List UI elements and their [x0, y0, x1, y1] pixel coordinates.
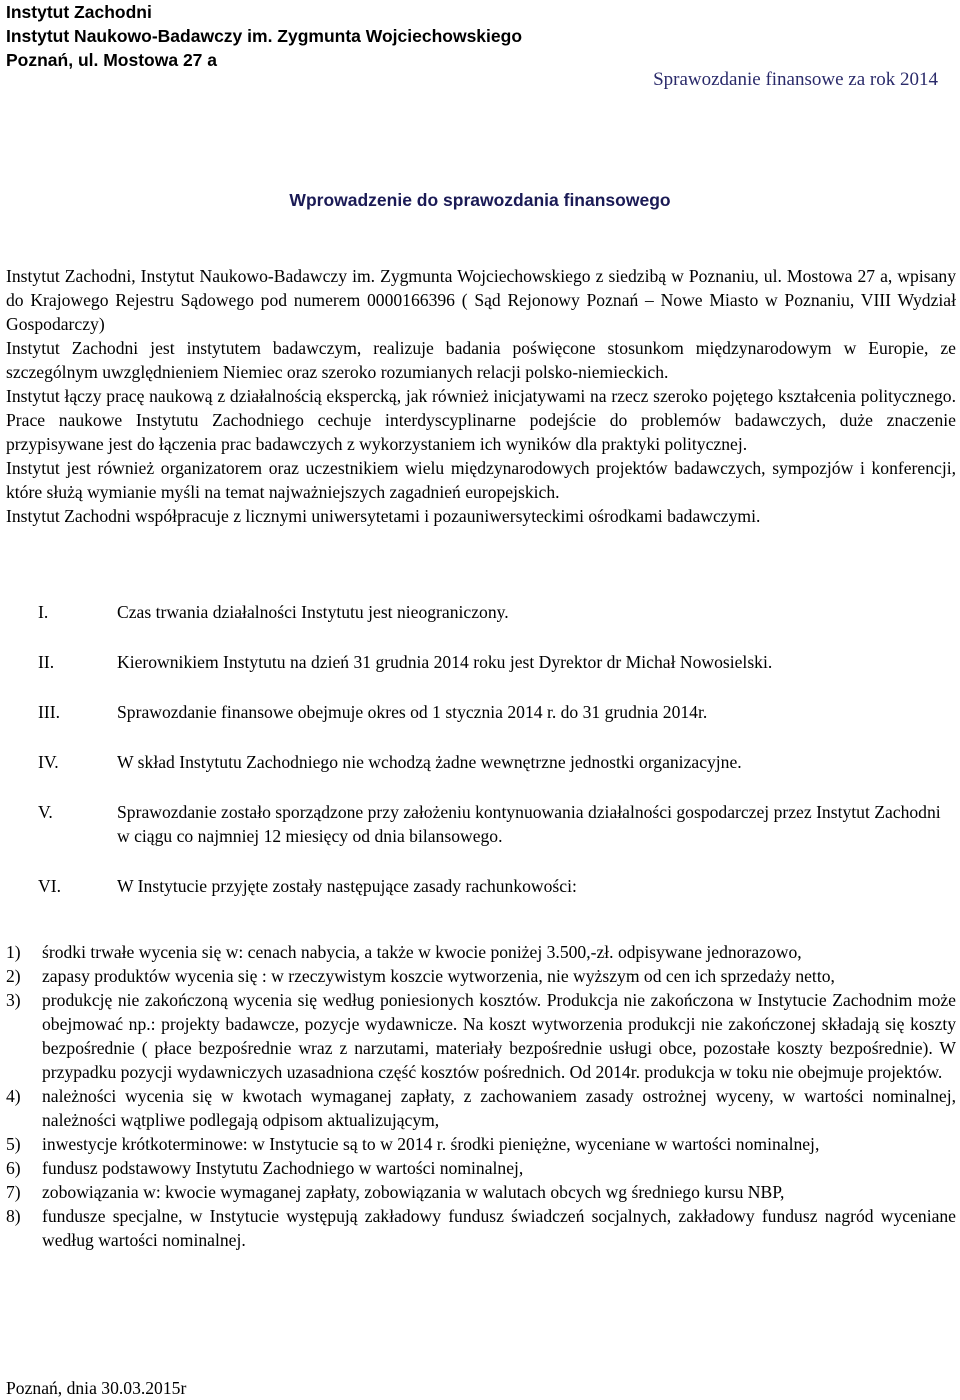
roman-list-number: IV.: [38, 752, 59, 772]
policy-text: inwestycje krótkoterminowe: w Instytucie są to w 2014 r. środki pieniężne, wyceniane w wartości nominalnej,: [42, 1134, 820, 1154]
policy-item: [6, 988, 956, 1084]
roman-list-item: [38, 700, 956, 724]
policy-number: 8): [6, 1206, 21, 1226]
intro-paragraph: Instytut Zachodni jest instytutem badawczym, realizuje badania poświęcone stosunkom międzynarodowym w Europie, ze szczególnym uwzględnieniem Niemiec oraz szeroko rozumianych relacji polsko-niemieckich.: [6, 338, 956, 382]
institution-header: [6, 0, 522, 72]
policy-number: 2): [6, 966, 21, 986]
roman-list-number: III.: [38, 702, 60, 722]
roman-list: [38, 600, 956, 924]
policy-number: 6): [6, 1158, 21, 1178]
roman-list-item: [38, 750, 956, 774]
policy-text: środki trwałe wycenia się w: cenach nabycia, a także w kwocie poniżej 3.500,-zł. odpisywane jednorazowo,: [42, 942, 802, 962]
roman-list-number: I.: [38, 602, 49, 622]
intro-paragraph: Instytut łączy pracę naukową z działalnością ekspercką, jak również inicjatywami na rzecz szeroko pojętego kształcenia politycznego. Prace naukowe Instytutu Zachodniego cechuje interdyscyplinarne podejście do problemów badawczych, duże znaczenie przypisywane jest do łączenia prac badawczych z wykorzystaniem ich wyników dla praktyki politycznej.: [6, 386, 956, 454]
section-title: Wprowadzenie do sprawozdania finansowego: [289, 190, 671, 210]
policy-item: [6, 1204, 956, 1252]
roman-list-text: W Instytucie przyjęte zostały następujące zasady rachunkowości:: [117, 876, 577, 896]
roman-list-text: W skład Instytutu Zachodniego nie wchodzą żadne wewnętrzne jednostki organizacyjne.: [117, 752, 742, 772]
policy-text: fundusz podstawowy Instytutu Zachodniego w wartości nominalnej,: [42, 1158, 524, 1178]
policy-item: [6, 1180, 956, 1204]
roman-list-number: V.: [38, 802, 53, 822]
report-title: Sprawozdanie finansowe za rok 2014: [653, 69, 938, 90]
policy-text: fundusze specjalne, w Instytucie występują zakładowy fundusz świadczeń socjalnych, zakładowy fundusz nagród wyceniane według wartości nominalnej.: [42, 1206, 956, 1250]
accounting-policies-list: [6, 940, 956, 1252]
policy-number: 7): [6, 1182, 21, 1202]
policy-text: należności wycenia się w kwotach wymaganej zapłaty, z zachowaniem zasady ostrożnej wyceny, w wartości nominalnej, należności wątpliwe podlegają odpisom aktualizującym,: [42, 1086, 956, 1130]
policy-item: [6, 1084, 956, 1132]
header-line-name: Instytut Zachodni: [6, 2, 152, 22]
footer-date: Poznań, dnia 30.03.2015r: [6, 1378, 187, 1398]
header-line-full-name: Instytut Naukowo-Badawczy im. Zygmunta Wojciechowskiego: [6, 26, 523, 46]
intro-paragraph: Instytut Zachodni, Instytut Naukowo-Badawczy im. Zygmunta Wojciechowskiego z siedzibą w Poznaniu, ul. Mostowa 27 a, wpisany do Krajowego Rejestru Sądowego pod numerem 0000166396 ( Sąd Rejonowy Poznań – Nowe Miasto w Poznaniu, VIII Wydział Gospodarczy): [6, 266, 956, 334]
policy-number: 1): [6, 942, 21, 962]
intro-section: [6, 264, 956, 528]
roman-list-text: Kierownikiem Instytutu na dzień 31 grudnia 2014 roku jest Dyrektor dr Michał Nowosielski.: [117, 652, 773, 672]
roman-list-number: VI.: [38, 876, 61, 896]
roman-list-text: Sprawozdanie zostało sporządzone przy założeniu kontynuowania działalności gospodarczej przez Instytut Zachodni w ciągu co najmniej 12 miesięcy od dnia bilansowego.: [117, 802, 941, 846]
roman-list-item: [38, 650, 956, 674]
policy-number: 5): [6, 1134, 21, 1154]
policy-text: zobowiązania w: kwocie wymaganej zapłaty, zobowiązania w walutach obcych wg średniego kursu NBP,: [42, 1182, 785, 1202]
policy-item: [6, 1132, 956, 1156]
roman-list-item: [38, 600, 956, 624]
roman-list-text: Sprawozdanie finansowe obejmuje okres od 1 stycznia 2014 r. do 31 grudnia 2014r.: [117, 702, 708, 722]
policy-number: 3): [6, 990, 21, 1010]
policy-text: zapasy produktów wycenia się : w rzeczywistym koszcie wytworzenia, nie wyższym od cen ich sprzedaży netto,: [42, 966, 835, 986]
policy-number: 4): [6, 1086, 21, 1106]
roman-list-text: Czas trwania działalności Instytutu jest nieograniczony.: [117, 602, 509, 622]
policy-text: produkcję nie zakończoną wycenia się według poniesionych kosztów. Produkcja nie zakończona w Instytucie Zachodnim może obejmować np.: projekty badawcze, pozycje wydawnicze. Na koszt wytworzenia produkcji nie zakończonej składają się koszty bezpośrednie ( płace bezpośrednie wraz z narzutami, materiały bezpośrednie usługi obce, pozostałe koszty bezpośrednie). W przypadku pozycji wydawniczych uzasadniona część kosztów pośrednich. Od 2014r. produkcja w toku nie obejmuje projektów.: [42, 990, 956, 1082]
roman-list-item: [38, 800, 956, 848]
policy-item: [6, 940, 956, 964]
policy-item: [6, 964, 956, 988]
roman-list-number: II.: [38, 652, 55, 672]
header-line-address: Poznań, ul. Mostowa 27 a: [6, 50, 218, 70]
roman-list-item: [38, 874, 956, 898]
intro-paragraph: Instytut Zachodni współpracuje z licznymi uniwersytetami i pozauniwersyteckimi ośrodkami badawczymi.: [6, 506, 761, 526]
intro-paragraph: Instytut jest również organizatorem oraz uczestnikiem wielu międzynarodowych projektów badawczych, sympozjów i konferencji, które służą wymianie myśli na temat najważniejszych zagadnień europejskich.: [6, 458, 956, 502]
policy-item: [6, 1156, 956, 1180]
